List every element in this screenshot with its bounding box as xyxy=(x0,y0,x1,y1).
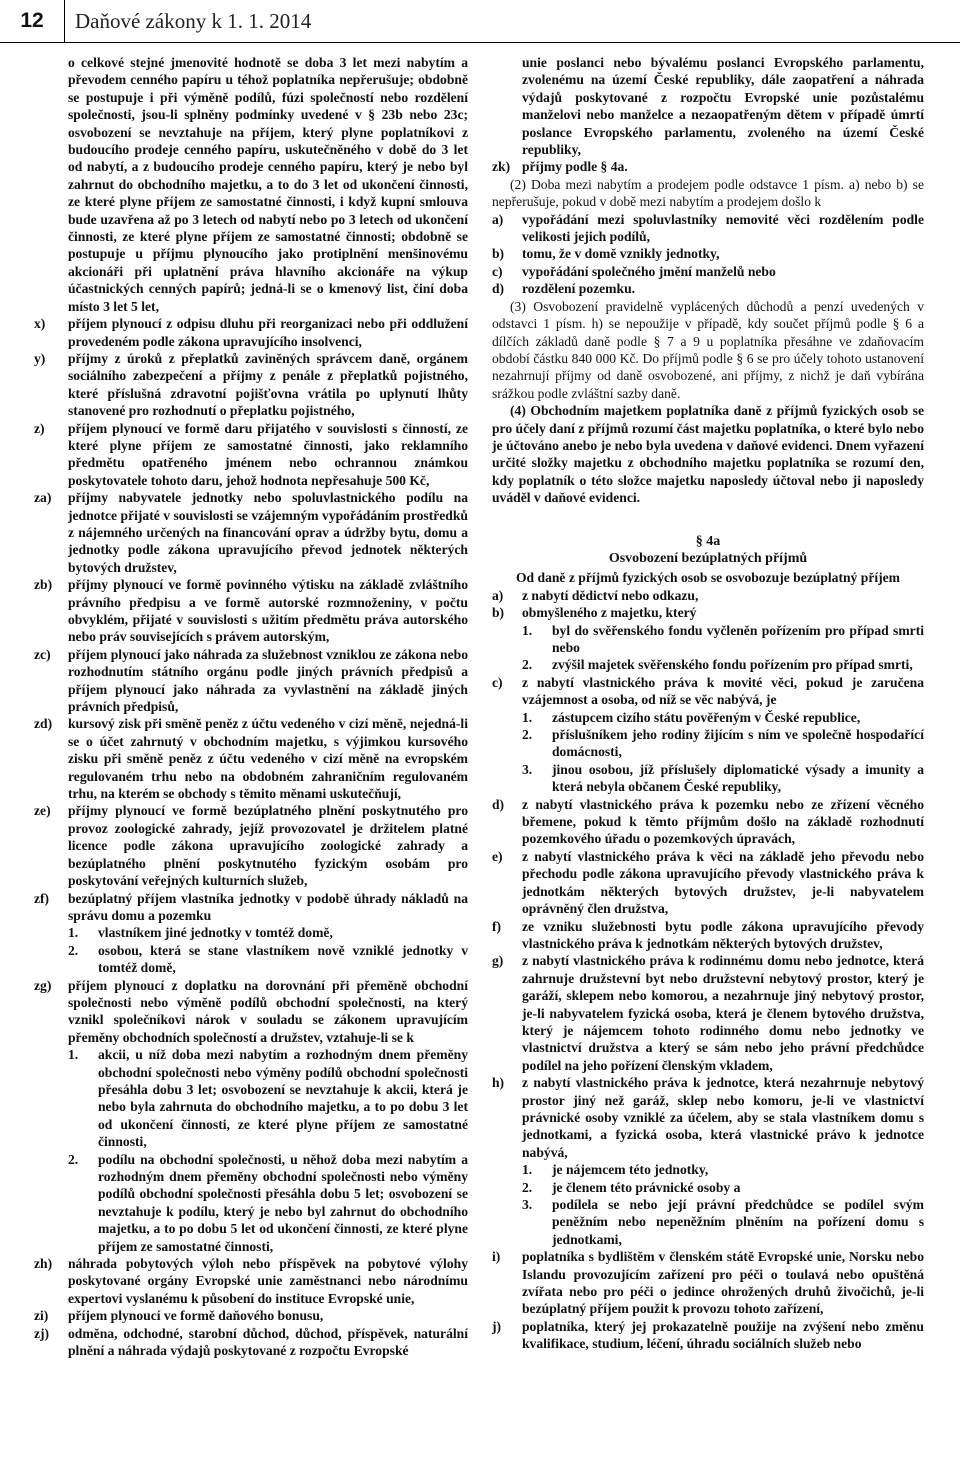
sub-item-label: 1. xyxy=(522,622,533,638)
left-column xyxy=(34,54,468,1359)
list-item xyxy=(34,715,468,802)
item-label: ze) xyxy=(34,803,51,819)
list-item xyxy=(492,918,924,953)
item-label: a) xyxy=(492,211,504,227)
list-item xyxy=(492,796,924,848)
item-label: zk) xyxy=(492,159,511,175)
item-text: příjem plynoucí z odpisu dluhu při reorganizaci nebo při oddlužení provedeném podle zákona upravujícího insolvenci, xyxy=(68,316,468,349)
list-item xyxy=(492,211,924,246)
sub-item xyxy=(522,1196,924,1248)
sub-item xyxy=(68,942,468,977)
item-text: příjmy plynoucí ve formě bezúplatného plnění poskytnutého pro provoz zoologické zahrady, jejíž provozovatel je držitelem platné licence podle zákona upravujícího zoologické zahrady a bezúplatného plnění poskytnutého fyzickým osobám pro poskytování veřejných kulturních služeb, xyxy=(68,803,468,889)
item-label: z) xyxy=(34,420,45,436)
item-label: i) xyxy=(492,1249,501,1265)
item-text: příjmy podle § 4a. xyxy=(522,159,628,175)
item-label: f) xyxy=(492,918,502,934)
item-text: z nabytí vlastnického práva k pozemku nebo ze zřízení věcného břemene, pokud k těmto příjmům došlo na základě rozhodnutí pozemkového úřadu o pozemkových úpravách, xyxy=(522,796,924,847)
list-item xyxy=(34,977,468,1047)
item-label: zh) xyxy=(34,1256,53,1272)
running-title: Daňové zákony k 1. 1. 2014 xyxy=(75,8,312,33)
right-column xyxy=(492,54,924,1353)
sub-item-label: 3. xyxy=(522,761,533,777)
sub-item-label: 2. xyxy=(68,1151,79,1167)
item-label: zj) xyxy=(34,1325,50,1341)
sub-item-text: akcii, u níž doba mezi nabytím a rozhodným dnem přeměny obchodní společnosti nebo výměny podílů obchodní společnosti přesáhla dobu 3 let; osvobození se nevztahuje k akcii, která je nebo byla zahrnuta do obchodního majetku, a to po dobu 3 let od ukončení činnosti, ze které plyne příjem ze samostatné činnosti, xyxy=(98,1047,468,1150)
sub-item-text: příslušníkem jeho rodiny žijícím s ním ve společně hospodařící domácnosti, xyxy=(552,727,924,760)
item-label: j) xyxy=(492,1318,502,1334)
page-number: 12 xyxy=(0,0,65,42)
item-text: z nabytí vlastnického práva k věci na základě jeho převodu nebo přechodu podle zákona upravujícího převody vlastnického práva k jednotkám některých bytových družstev, je-li nabyvatelem oprávněný člen družstva, xyxy=(522,848,924,917)
item-text: příjmy nabyvatele jednotky nebo spoluvlastnického podílu na jednotce přijaté v souvislosti se vzájemným vypořádáním prostředků z nájemného určených na financování oprav a údržby bytu, domu a jednotky podle zákona upravujícího převod jednotek některých bytových družstev, xyxy=(68,490,468,575)
sub-item xyxy=(68,1046,468,1150)
list-item xyxy=(492,674,924,709)
item-text: náhrada pobytových výloh nebo příspěvek na pobytové výlohy poskytované orgány Evropské unie zaměstnanci nebo národnímu expertovi vyslanému k působení do instituce Evropské unie, xyxy=(68,1256,468,1306)
sub-item-text: podílu na obchodní společnosti, u něhož doba mezi nabytím a rozhodným dnem přeměny obchodní společnosti nebo výměny podílů obchodní společnosti přesáhla dobu 5 let; osvobození se nevztahuje k podílu, který je nebo byl zahrnut do obchodního majetku, a to po dobu 5 let od ukončení činnosti, ze které plyne příjem ze samostatné činnosti, xyxy=(98,1151,468,1254)
item-text: rozdělení pozemku. xyxy=(522,281,636,297)
item-text: příjem plynoucí z doplatku na dorovnání při přeměně obchodní společnosti nebo výměně podílů obchodní společnosti, na který vznikl společníkovi nárok v souladu se zákonem upravujícím přeměny obchodních společností a družstev, vztahuje-li se k xyxy=(68,977,468,1045)
item-label: e) xyxy=(492,848,503,864)
list-item xyxy=(34,489,468,576)
list-item xyxy=(34,1307,468,1324)
continuation-paragraph: unie poslanci nebo bývalému poslanci Evropského parlamentu, zvolenému na území České republiky, dále zaopatření a náhrada výdajů poskytované z rozpočtu Evropské unie pozůstalému manželovi nebo manželce a nezaopatřeným dětem v případě úmrtí poslance Evropského parlamentu, zvoleného na území České republiky, xyxy=(522,55,924,158)
section-number: § 4a xyxy=(695,533,721,549)
list-item xyxy=(492,245,924,262)
sub-item-label: 1. xyxy=(68,1047,79,1063)
item-text: z nabytí vlastnického práva k jednotce, která nezahrnuje nebytový prostor jiný než garáž, sklep nebo komoru, je-li ve vlastnictví právnické osoby vzniklé za účelem, aby se stala vlastníkem domu s jednotkami, a fyzická osoba, která vlastnické právo k jednotce nabývá, xyxy=(522,1075,924,1160)
item-text: příjem plynoucí ve formě daru přijatého v souvislosti s činností, ze které plyne příjem ze samostatné činnosti, jako reklamního předmětu opatřeného jménem nebo ochrannou známkou poskytovatele tohoto daru, jehož hodnota nepřesahuje 500 Kč, xyxy=(68,420,468,488)
item-label: x) xyxy=(34,316,46,332)
item-label: zd) xyxy=(34,716,53,732)
item-label: zb) xyxy=(34,577,53,593)
sub-item-text: zástupcem cizího státu pověřeným v České republice, xyxy=(552,709,861,725)
sub-item-label: 1. xyxy=(522,1162,533,1178)
item-label: c) xyxy=(492,674,503,690)
item-label: g) xyxy=(492,953,504,969)
item-label: za) xyxy=(34,490,52,506)
item-text: z nabytí vlastnického práva k movité věci, pokud je zaručena vzájemnost a osoba, od níž se věc nabývá, je xyxy=(522,674,924,708)
item-text: z nabytí dědictví nebo odkazu, xyxy=(522,587,699,603)
item-label: zi) xyxy=(34,1308,49,1324)
item-label: h) xyxy=(492,1075,505,1091)
list-item xyxy=(492,848,924,918)
item-label: b) xyxy=(492,605,505,621)
sub-item-label: 2. xyxy=(522,657,533,673)
sub-item-text: jinou osobou, jíž příslušely diplomatické výsady a imunity a která nebyla občanem České republiky, xyxy=(552,761,924,795)
list-item xyxy=(492,1248,924,1318)
item-text: poplatníka s bydlištěm v členském státě Evropské unie, Norsku nebo Islandu provozujícím zařízení pro péči o toulavá nebo opuštěná zvířata nebo pro péči o jedince ohrožených druhů živočichů, je-li bezúplatný příjem použit k provozu tohoto zařízení, xyxy=(522,1249,924,1317)
list-item xyxy=(492,280,924,297)
item-label: a) xyxy=(492,587,504,603)
item-text: obmyšleného z majetku, který xyxy=(522,605,697,621)
page-header xyxy=(0,0,960,43)
sub-item xyxy=(522,709,924,726)
sub-item xyxy=(68,924,468,941)
list-item xyxy=(492,158,924,175)
sub-item-text: vlastníkem jiné jednotky v tomtéž domě, xyxy=(98,925,333,941)
continuation-paragraph: o celkové stejné jmenovité hodnotě se doba 3 let mezi nabytím a převodem cenného papíru u téhož poplatníka nepřerušuje; obdobně se postupuje i při výměně podílů, fúzi společností nebo rozdělení společnosti, jsou-li splněny podmínky uvedené v § 23b nebo 23c; osvobození se nevztahuje na příjem, který plyne poplatníkovi z budoucího prodeje cenného papíru, uskutečněného v době do 3 let od nabytí, a z budoucího prodeje cenného papíru, který je nebo byl zahrnut do obchodního majetku, a to do 3 let od ukončení činnosti, ze které plyne příjem ze samostatné činnosti, i když kupní smlouva bude uzavřena až po 3 letech od nabytí nebo po 3 letech od ukončení činnosti, ze které plyne příjem ze samostatné činnosti; obdobně se postupuje u příjmu plynoucího jako protiplnění menšinovému akcionáři při uplatnění práva hlavního akcionáře na výkup účastnických cenných papírů; jedná-li se o kmenový list, činí doba místo 3 let 5 let, xyxy=(68,55,468,314)
sub-item xyxy=(522,1161,924,1178)
list-item xyxy=(34,890,468,925)
item-label: d) xyxy=(492,281,505,297)
item-text: ze vzniku služebnosti bytu podle zákona upravujícího převody vlastnického práva k jednotkám některých bytových družstev, xyxy=(522,918,924,951)
sub-item xyxy=(522,1179,924,1196)
list-item xyxy=(492,952,924,1074)
list-item xyxy=(492,1318,924,1353)
sub-item-text: podílela se nebo její právní předchůdce se podílel svým peněžním nebo nepeněžním plněním na pořízení domu s jednotkami, xyxy=(552,1197,924,1247)
list-item xyxy=(492,604,924,621)
section-title: Osvobození bezúplatných příjmů xyxy=(608,550,808,566)
item-text: příjmy plynoucí ve formě povinného výtisku na základě zvláštního právního předpisu a ve formě autorské rozmnoženiny, v počtu obvyklém, přijaté v souvislosti s užitím předmětu práva autorského nebo práv souvisejících s právem autorským, xyxy=(68,577,468,645)
item-text: odměna, odchodné, starobní důchod, důchod, příspěvek, naturální plnění a náhrada výdajů poskytované z rozpočtu Evropské xyxy=(68,1325,468,1359)
sub-item-text: je nájemcem této jednotky, xyxy=(552,1162,709,1178)
list-item xyxy=(34,315,468,350)
paragraph-4: (4) Obchodním majetkem poplatníka daně z příjmů fyzických osob se pro účely daní z příjmů rozumí část majetku poplatníka, o které bylo nebo je účtováno anebo je nebo byla uvedena v daňové evidenci. Dnem vyřazení určité složky majetku z obchodního majetku poplatníka se rozumí den, kdy poplatník o této složce majetku naposledy účtoval nebo ji naposledy uváděl v daňové evidenci. xyxy=(492,403,924,506)
list-item xyxy=(34,420,468,490)
item-text: kursový zisk při směně peněz z účtu vedeného v cizí měně, nejedná-li se o účet zahrnutý v obchodním majetku, s výjimkou kursového zisku při směně peněz z účtu vedeného v cizí měně na evropském regulovaném trhu nebo na obdobném zahraničním regulovaném trhu, na kterém se obchody s těmito měnami uskutečňují, xyxy=(68,716,468,802)
sub-item-label: 3. xyxy=(522,1197,533,1212)
sub-item-text: byl do svěřenského fondu vyčleněn pořízením pro případ smrti nebo xyxy=(552,622,924,655)
item-label: zc) xyxy=(34,646,51,662)
item-text: příjem plynoucí ve formě daňového bonusu, xyxy=(68,1308,324,1324)
item-text: poplatníka, který jej prokazatelně použije na zvýšení nebo změnu kvalifikace, studium, léčení, úhradu sociálních služeb nebo xyxy=(522,1318,924,1352)
list-item xyxy=(492,263,924,280)
sub-item-label: 1. xyxy=(68,925,79,941)
list-item xyxy=(492,1074,924,1161)
list-item xyxy=(34,350,468,420)
sub-item-label: 2. xyxy=(522,1179,533,1195)
item-text: příjmy z úroků z přeplatků zaviněných správcem daně, orgánem sociálního zabezpečení a příjmy z penále z přeplatků pojistného, které příslušná zdravotní pojišťovna vrátila po uplynutí lhůty stanovené pro rozhodnutí o přeplatku pojistného, xyxy=(68,350,468,419)
sub-item-label: 2. xyxy=(68,942,79,958)
item-text: příjem plynoucí jako náhrada za služebnost vzniklou ze zákona nebo rozhodnutím státního orgánu podle jiných právních předpisů a příjem plynoucí jako náhrada za vyvlastnění na základě jiných právních předpisů, xyxy=(68,646,468,715)
sub-item-text: osobou, která se stane vlastníkem nově vzniklé jednotky v tomtéž domě, xyxy=(98,942,468,976)
item-text: vypořádání společného jmění manželů nebo xyxy=(522,263,776,279)
item-text: vypořádání mezi spoluvlastníky nemovité věci rozdělením podle velikosti jejich podílů, xyxy=(522,211,924,245)
item-text: z nabytí vlastnického práva k rodinnému domu nebo jednotce, která zahrnuje družstevní byt nebo družstevní nebytový prostor, který je garáží, sklepem nebo komorou, a nezahrnuje jiný nebytový prostor, je-li nabyvatelem fyzická osoba, která je členem bytového družstva, který je nájemcem tohoto rodinného domu nebo jednotky ve vlastnictví družstva a který se sám nebo jeho právní předchůdce podílel na jeho pořízení členským vkladem, xyxy=(522,953,924,1073)
paragraph-2: (2) Doba mezi nabytím a prodejem podle odstavce 1 písm. a) nebo b) se nepřerušuje, pokud v době mezi nabytím a prodejem došlo k xyxy=(492,176,924,210)
sub-item xyxy=(522,726,924,761)
list-item xyxy=(34,576,468,646)
item-label: zf) xyxy=(34,890,50,906)
sub-item xyxy=(522,656,924,673)
list-item xyxy=(34,646,468,716)
item-label: y) xyxy=(34,350,46,366)
item-label: c) xyxy=(492,263,503,279)
item-label: d) xyxy=(492,796,505,812)
sub-item-text: je členem této právnické osoby a xyxy=(552,1179,741,1195)
sub-item xyxy=(522,622,924,657)
list-item xyxy=(34,1255,468,1307)
item-label: zg) xyxy=(34,977,52,993)
list-item xyxy=(34,1325,468,1360)
sub-item-text: zvýšil majetek svěřenského fondu pořízením pro případ smrti, xyxy=(552,657,913,673)
paragraph-3: (3) Osvobození pravidelně vyplácených důchodů a penzí uvedených v odstavci 1 písm. h) se nepoužije v případě, kdy součet příjmů podle § 6 a dílčích základů daně podle § 7 a 9 u poplatníka přesáhne ve zdaňovacím období částku 840 000 Kč. Do příjmů podle § 6 se pro účely tohoto ustanovení nezahrnují příjmy od daně osvobozené, ani příjmy, z nichž je daň vybírána srážkou podle zvláštní sazby daně. xyxy=(492,298,924,401)
list-item xyxy=(492,587,924,604)
item-label: b) xyxy=(492,246,505,262)
sub-item xyxy=(522,761,924,796)
list-item xyxy=(34,802,468,889)
sub-item xyxy=(68,1151,468,1255)
section-lead: Od daně z příjmů fyzických osob se osvobozuje bezúplatný příjem xyxy=(515,570,901,586)
item-text: tomu, že v domě vznikly jednotky, xyxy=(522,246,720,262)
sub-item-label: 1. xyxy=(522,709,533,725)
item-text: bezúplatný příjem vlastníka jednotky v podobě úhrady nákladů na správu domu a pozemku xyxy=(68,890,468,923)
sub-item-label: 2. xyxy=(522,727,533,743)
